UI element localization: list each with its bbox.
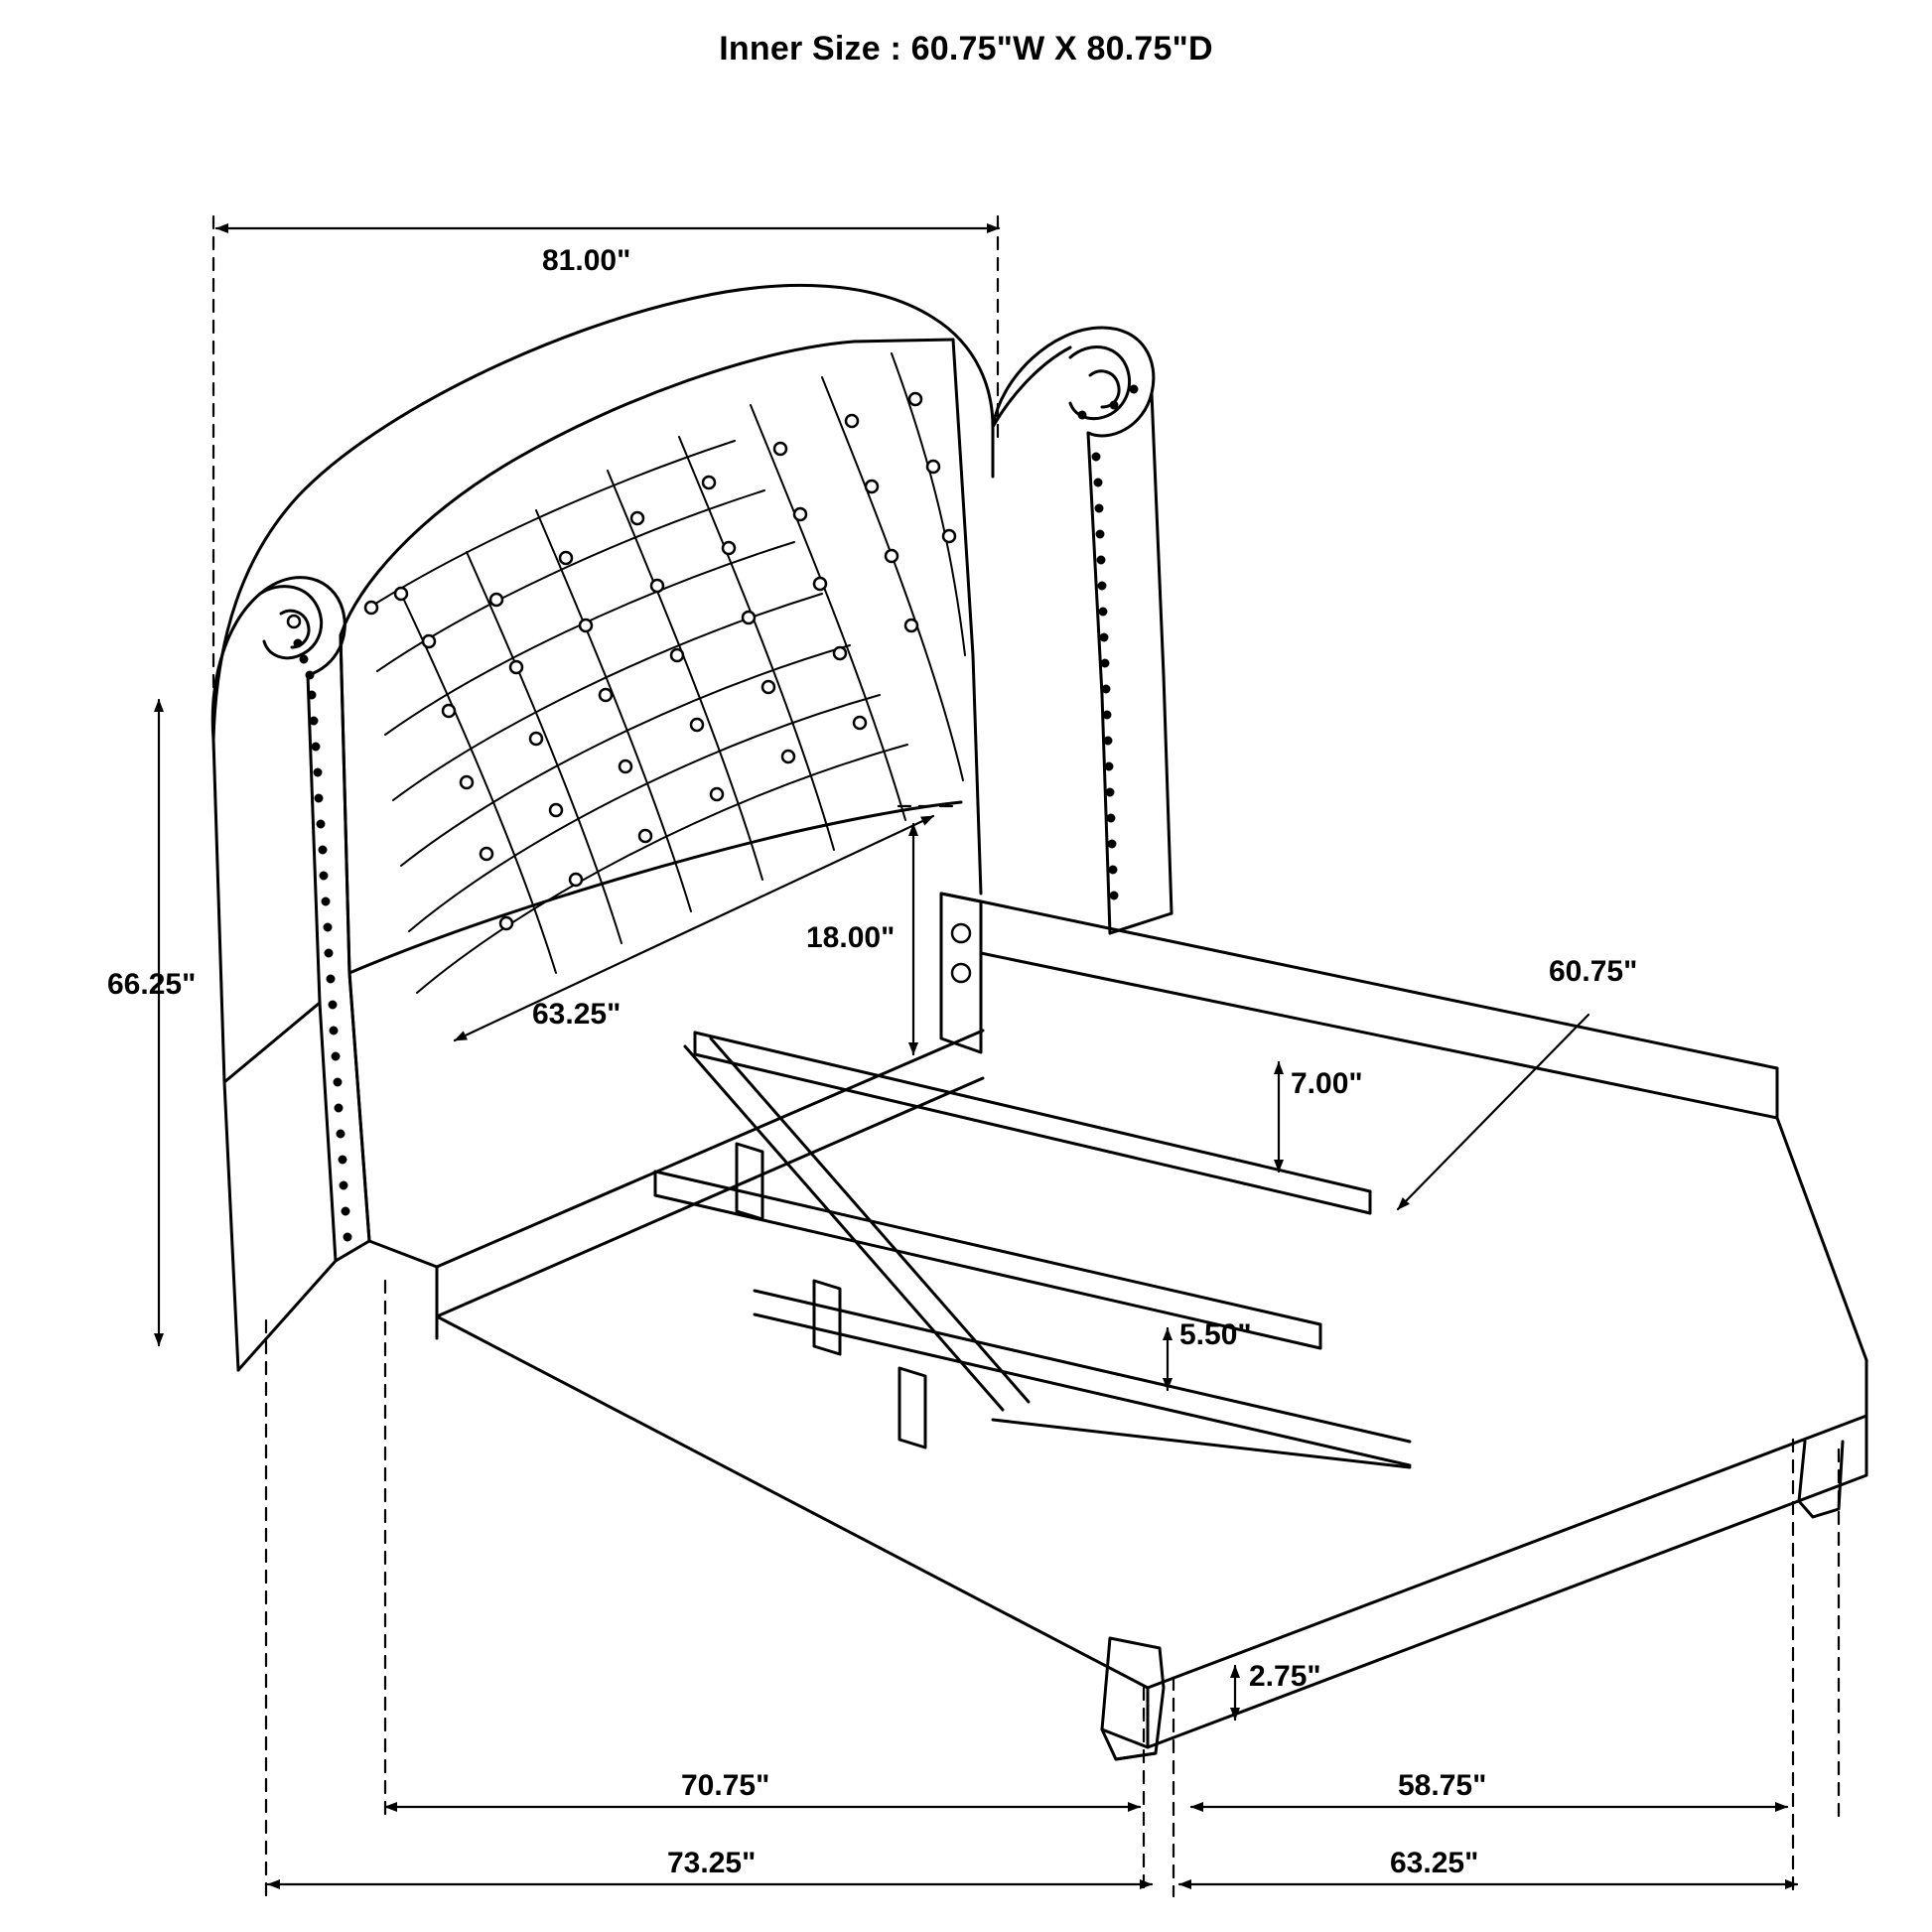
dim-depth-right-upper: 58.75" [1398,1769,1487,1802]
dim-headboard-clearance: 18.00" [806,921,896,954]
page-title: Inner Size : 60.75"W X 80.75"D [719,30,1213,68]
dim-leg-height: 2.75" [1249,1660,1321,1693]
dim-headboard-inner-width: 63.25" [532,998,621,1031]
dim-slat-support-height: 5.50" [1179,1318,1252,1351]
dim-depth-left-upper: 70.75" [681,1769,770,1802]
dim-overall-width-top: 81.00" [542,244,631,277]
dim-headboard-height: 66.25" [107,968,197,1001]
dim-footboard-width: 60.75" [1549,955,1638,988]
dim-rail-height: 7.00" [1291,1067,1363,1100]
dim-depth-right-lower: 63.25" [1390,1847,1479,1879]
dim-depth-left-lower: 73.25" [667,1847,757,1879]
